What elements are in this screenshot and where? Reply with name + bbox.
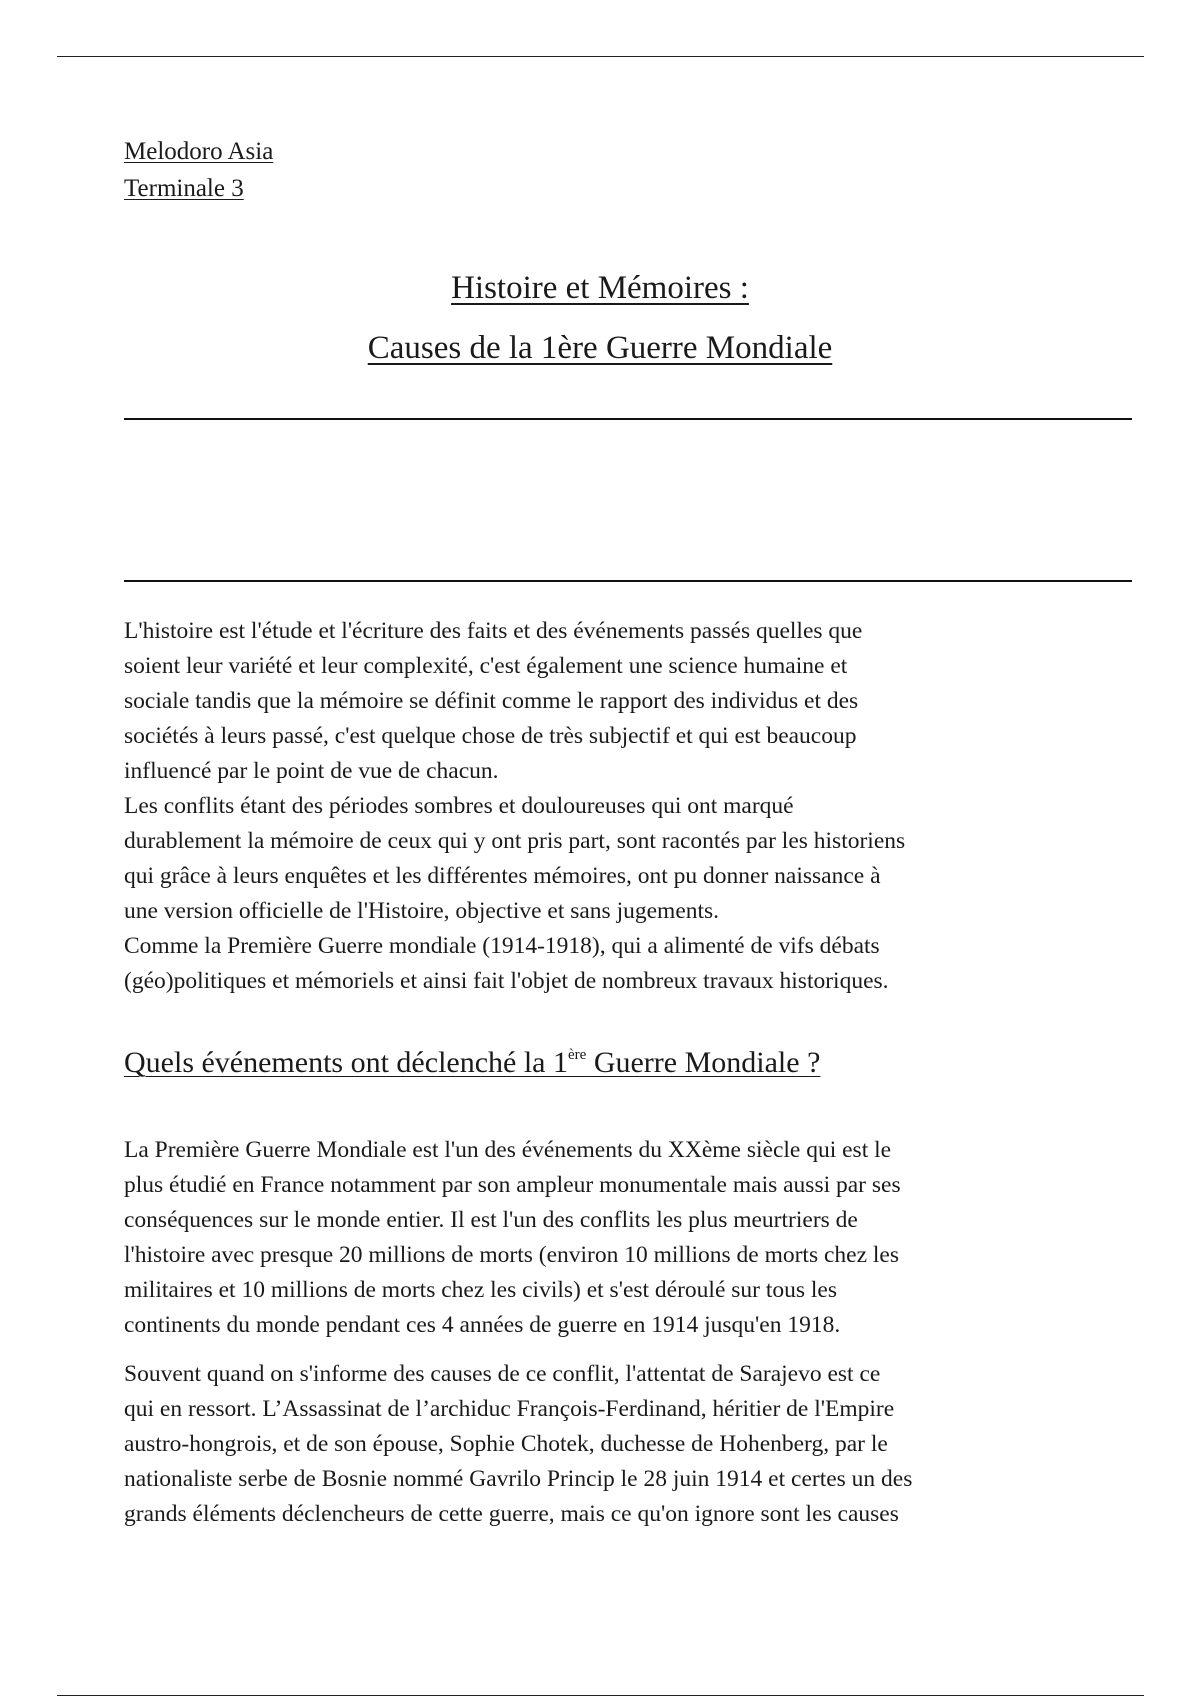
- paragraph-3: [124, 1357, 1144, 1532]
- bottom-rule: [57, 1695, 1144, 1696]
- text-line: une version officielle de l'Histoire, objective et sans jugements.: [124, 898, 720, 924]
- separator-rule-2: [124, 580, 1132, 582]
- heading-text-start: Quels événements ont déclenché la 1: [124, 1046, 568, 1079]
- document-header: [124, 133, 273, 207]
- text-line: Comme la Première Guerre mondiale (1914-1918), qui a alimenté de vifs débats: [124, 933, 880, 959]
- text-line: grands éléments déclencheurs de cette guerre, mais ce qu'on ignore sont les causes: [124, 1501, 899, 1527]
- document-title: [0, 258, 1200, 378]
- paragraph-2: [124, 1133, 1144, 1343]
- text-line: continents du monde pendant ces 4 années de guerre en 1914 jusqu'en 1918.: [124, 1312, 841, 1338]
- text-line: Souvent quand on s'informe des causes de ce conflit, l'attentat de Sarajevo est ce: [124, 1361, 881, 1387]
- text-line: L'histoire est l'étude et l'écriture des faits et des événements passés quelles que: [124, 618, 863, 644]
- text-line: La Première Guerre Mondiale est l'un des événements du XXème siècle qui est le: [124, 1137, 892, 1163]
- author-name: Melodoro Asia: [124, 138, 274, 165]
- text-line: Les conflits étant des périodes sombres et douloureuses qui ont marqué: [124, 793, 794, 819]
- text-line: nationaliste serbe de Bosnie nommé Gavrilo Princip le 28 juin 1914 et certes un des: [124, 1466, 913, 1492]
- text-line: conséquences sur le monde entier. Il est l'un des conflits les plus meurtriers de: [124, 1207, 858, 1233]
- heading-superscript: ère: [568, 1047, 587, 1063]
- heading-text-end: Guerre Mondiale ?: [586, 1046, 821, 1079]
- section-heading: [124, 1043, 820, 1083]
- text-line: qui en ressort. L’Assassinat de l’archiduc François-Ferdinand, héritier de l'Empire: [124, 1396, 895, 1422]
- text-line: (géo)politiques et mémoriels et ainsi fait l'objet de nombreux travaux historiques.: [124, 968, 889, 994]
- text-line: sociétés à leurs passé, c'est quelque chose de très subjectif et qui est beaucoup: [124, 723, 857, 749]
- top-rule: [57, 56, 1144, 57]
- separator-rule-1: [124, 418, 1132, 420]
- text-line: qui grâce à leurs enquêtes et les différentes mémoires, ont pu donner naissance à: [124, 863, 881, 889]
- title-line-2: Causes de la 1ère Guerre Mondiale: [367, 330, 833, 366]
- text-line: influencé par le point de vue de chacun.: [124, 758, 499, 784]
- text-line: militaires et 10 millions de morts chez les civils) et s'est déroulé sur tous les: [124, 1277, 838, 1303]
- class-name: Terminale 3: [124, 175, 244, 202]
- title-line-1: Histoire et Mémoires :: [451, 270, 749, 306]
- text-line: l'histoire avec presque 20 millions de morts (environ 10 millions de morts chez les: [124, 1242, 900, 1268]
- text-line: sociale tandis que la mémoire se définit comme le rapport des individus et des: [124, 688, 859, 714]
- text-line: austro-hongrois, et de son épouse, Sophie Chotek, duchesse de Hohenberg, par le: [124, 1431, 888, 1457]
- text-line: plus étudié en France notamment par son ampleur monumentale mais aussi par ses: [124, 1172, 901, 1198]
- text-line: soient leur variété et leur complexité, c'est également une science humaine et: [124, 653, 848, 679]
- text-line: durablement la mémoire de ceux qui y ont pris part, sont racontés par les historiens: [124, 828, 906, 854]
- intro-paragraph: [124, 614, 1144, 999]
